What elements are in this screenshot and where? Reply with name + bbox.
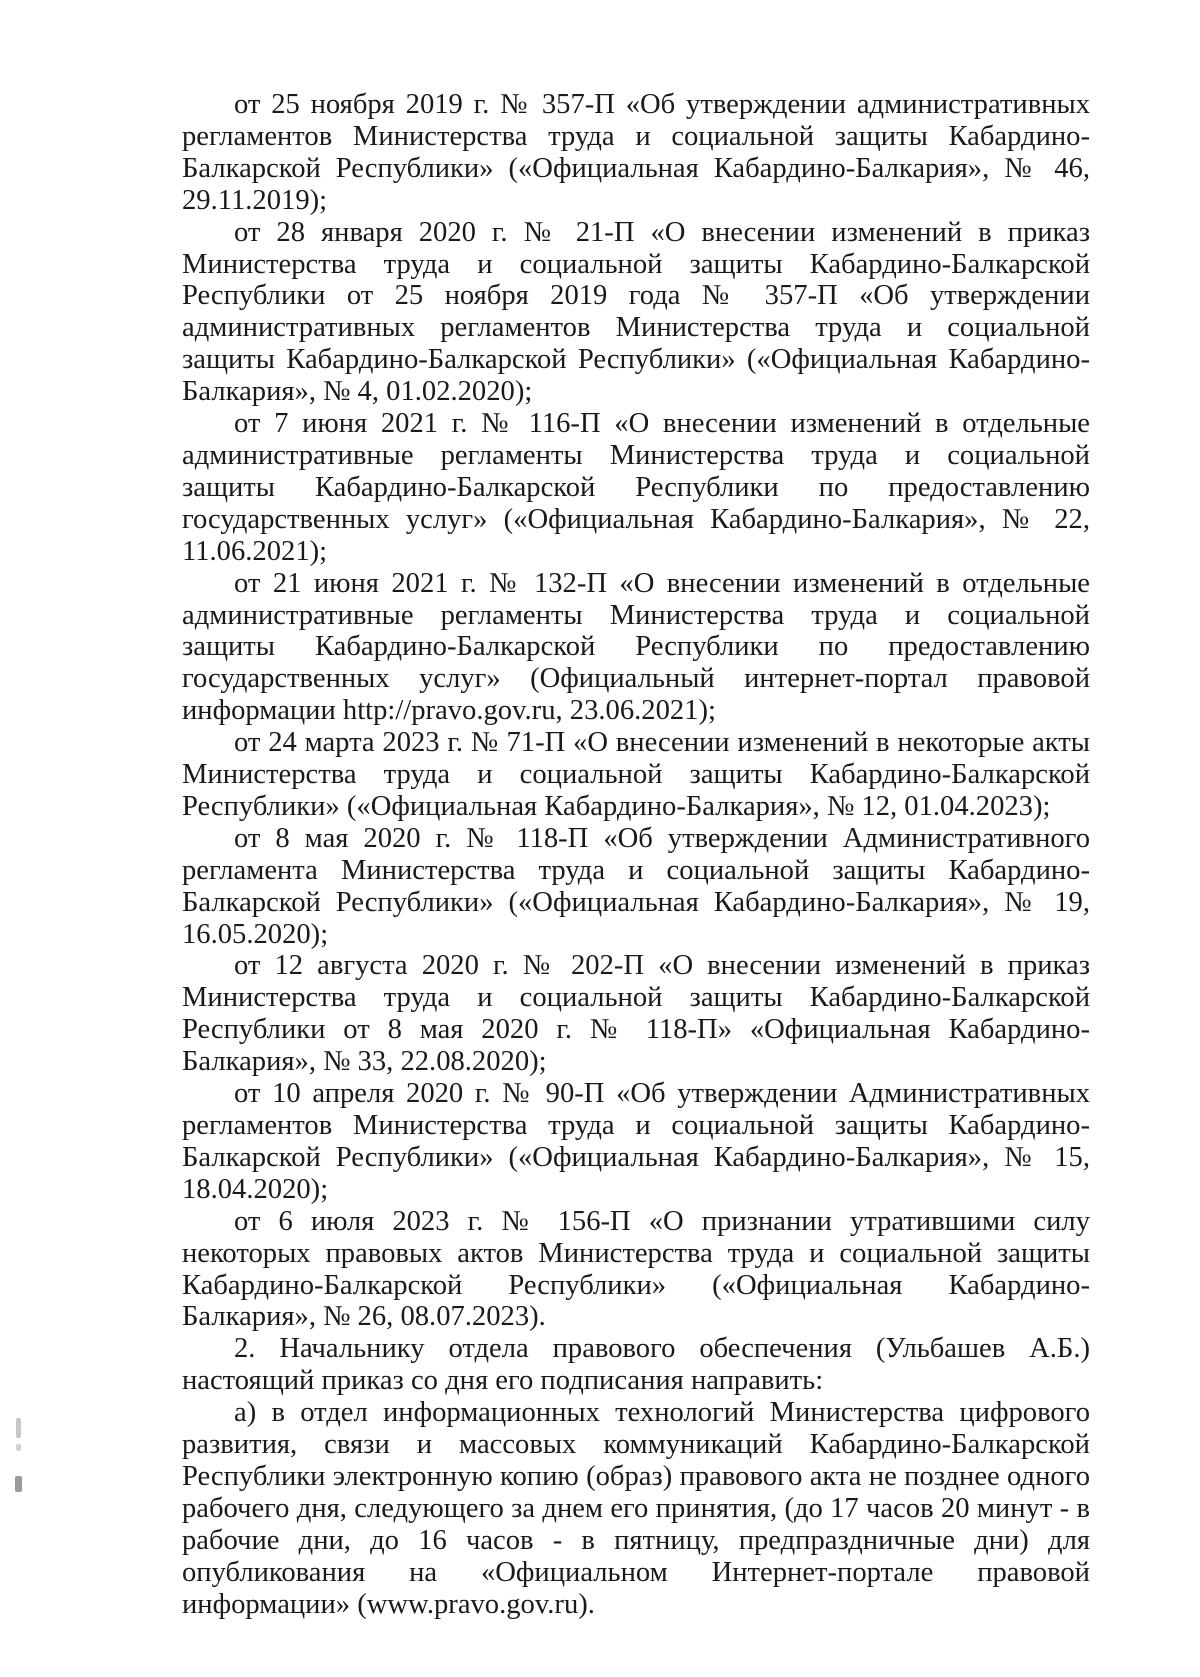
scan-margin-mark	[15, 1476, 22, 1492]
paragraph-order-132p: от 21 июня 2021 г. № 132-П «О внесении изменений в отдельные административные регламенты Министерства труда и социальной защиты Кабардино-Балкарской Республики по предоставлению государственных услуг» (Официальный интернет-портал правовой информации http://pravo.gov.ru, 23.06.2021);	[182, 567, 1090, 727]
paragraph-order-90p: от 10 апреля 2020 г. № 90-П «Об утверждении Административных регламентов Министерства труда и социальной защиты Кабардино-Балкарской Республики» («Официальная Кабардино-Балкария», № 15, 18.04.2020);	[182, 1078, 1090, 1205]
paragraph-order-116p: от 7 июня 2021 г. № 116-П «О внесении изменений в отдельные административные регламенты Министерства труда и социальной защиты Кабардино-Балкарской Республики по предоставлению государственных услуг» («Официальная Кабардино-Балкария», № 22, 11.06.2021);	[182, 408, 1090, 567]
paragraph-item-2a: а) в отдел информационных технологий Министерства цифрового развития, связи и массовых коммуникаций Кабардино-Балкарской Республики электронную копию (образ) правового акта не позднее одного рабочего дня, следующего за днем его принятия, (до 17 часов 20 минут - в рабочие дни, до 16 часов - в пятницу, предпраздничные дни) для опубликования на «Официальном Интернет-портале правовой информации» (www.pravo.gov.ru).	[182, 1397, 1090, 1620]
scan-margin-mark	[16, 1444, 21, 1451]
document-body	[182, 89, 1090, 1621]
paragraph-order-71p: от 24 марта 2023 г. № 71-П «О внесении изменений в некоторые акты Министерства труда и социальной защиты Кабардино-Балкарской Республики» («Официальная Кабардино-Балкария», № 12, 01.04.2023);	[182, 727, 1090, 822]
paragraph-order-357p: от 25 ноября 2019 г. № 357-П «Об утверждении административных регламентов Министерства труда и социальной защиты Кабардино-Балкарской Республики» («Официальная Кабардино-Балкария», № 46, 29.11.2019);	[182, 89, 1090, 216]
paragraph-order-202p: от 12 августа 2020 г. № 202-П «О внесении изменений в приказ Министерства труда и социальной защиты Кабардино-Балкарской Республики от 8 мая 2020 г. № 118-П» «Официальная Кабардино-Балкария», № 33, 22.08.2020);	[182, 950, 1090, 1078]
paragraph-order-21p: от 28 января 2020 г. № 21-П «О внесении изменений в приказ Министерства труда и социальной защиты Кабардино-Балкарской Республики от 25 ноября 2019 года № 357-П «Об утверждении административных регламентов Министерства труда и социальной защиты Кабардино-Балкарской Республики» («Официальная Кабардино-Балкария», № 4, 01.02.2020);	[182, 216, 1090, 408]
paragraph-order-118p: от 8 мая 2020 г. № 118-П «Об утверждении Административного регламента Министерства труда и социальной защиты Кабардино-Балкарской Республики» («Официальная Кабардино-Балкария», № 19, 16.05.2020);	[182, 822, 1090, 950]
paragraph-order-156p: от 6 июля 2023 г. № 156-П «О признании утратившими силу некоторых правовых актов Министерства труда и социальной защиты Кабардино-Балкарской Республики» («Официальная Кабардино-Балкария», № 26, 08.07.2023).	[182, 1205, 1090, 1333]
scan-margin-mark	[16, 1418, 21, 1438]
paragraph-item-2: 2. Начальнику отдела правового обеспечения (Ульбашев А.Б.) настоящий приказ со дня его подписания направить:	[182, 1333, 1090, 1397]
